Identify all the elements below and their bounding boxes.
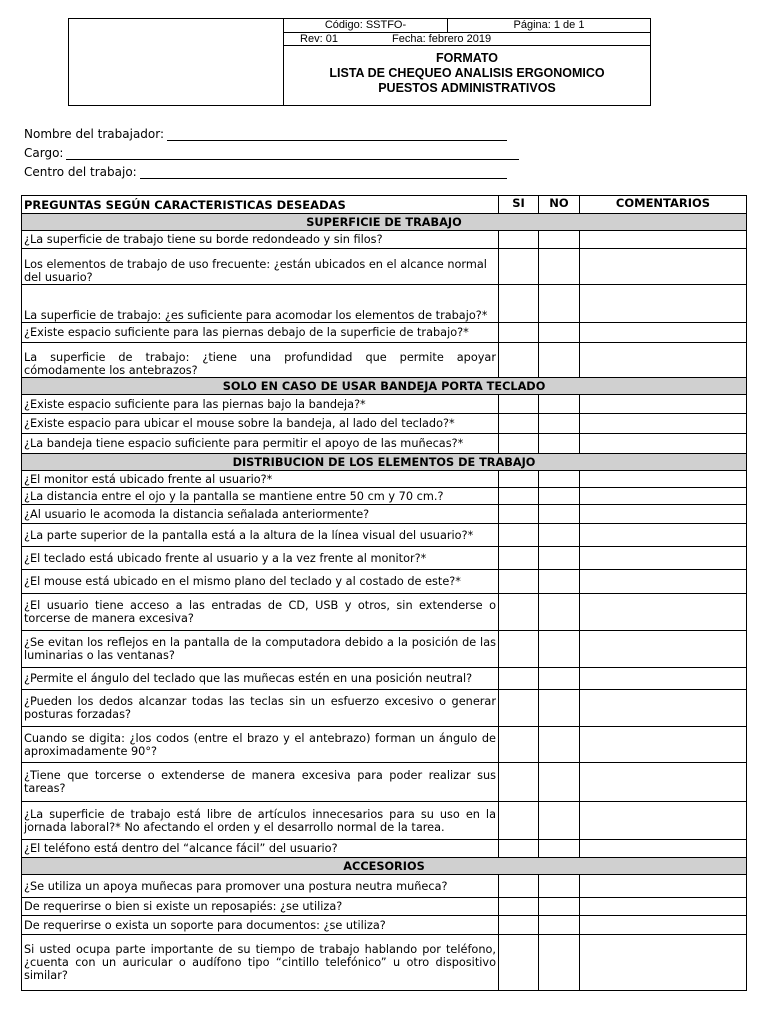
question-text: ¿Existe espacio suficiente para las piernas debajo de la superficie de trabajo?* bbox=[22, 323, 499, 343]
position-line[interactable] bbox=[66, 147, 519, 160]
table-row bbox=[22, 414, 747, 434]
si-cell[interactable] bbox=[499, 488, 539, 505]
no-cell[interactable] bbox=[539, 898, 580, 916]
work-center-line[interactable] bbox=[140, 166, 507, 179]
no-cell[interactable] bbox=[539, 414, 580, 434]
no-cell[interactable] bbox=[539, 594, 580, 631]
no-cell[interactable] bbox=[539, 249, 580, 285]
question-text: Si usted ocupa parte importante de su tiempo de trabajo hablando por teléfono, ¿cuenta con un auricular o audífono tipo “cintillo telefónico” u otro dispositivo similar? bbox=[22, 935, 499, 991]
comments-cell[interactable] bbox=[580, 414, 747, 434]
table-row bbox=[22, 935, 747, 991]
question-text: ¿Se evitan los reflejos en la pantalla de la computadora debido a la posición de las luminarias o las ventanas? bbox=[22, 631, 499, 668]
table-row bbox=[22, 594, 747, 631]
si-cell[interactable] bbox=[499, 231, 539, 249]
question-text: La superficie de trabajo: ¿es suficiente para acomodar los elementos de trabajo?* bbox=[22, 285, 499, 323]
question-text: ¿El usuario tiene acceso a las entradas de CD, USB y otros, sin extenderse o torcerse de manera excesiva? bbox=[22, 594, 499, 631]
header-comments: COMENTARIOS bbox=[580, 196, 747, 214]
question-text: ¿Se utiliza un apoya muñecas para promover una postura neutra muñeca? bbox=[22, 875, 499, 898]
document-code: Código: SSTFO- bbox=[284, 19, 448, 32]
comments-cell[interactable] bbox=[580, 231, 747, 249]
comments-cell[interactable] bbox=[580, 434, 747, 454]
question-text: Cuando se digita: ¿los codos (entre el brazo y el antebrazo) forman un ángulo de aproximadamente 90°? bbox=[22, 727, 499, 763]
page-number: Página: 1 de 1 bbox=[513, 19, 585, 31]
question-text: ¿El mouse está ubicado en el mismo plano del teclado y al costado de este?* bbox=[22, 570, 499, 594]
comments-cell[interactable] bbox=[580, 343, 747, 378]
no-cell[interactable] bbox=[539, 395, 580, 414]
worker-info-fields bbox=[24, 122, 524, 179]
si-cell[interactable] bbox=[499, 343, 539, 378]
comments-cell[interactable] bbox=[580, 285, 747, 323]
table-row bbox=[22, 488, 747, 505]
si-cell[interactable] bbox=[499, 668, 539, 690]
no-cell[interactable] bbox=[539, 763, 580, 802]
si-cell[interactable] bbox=[499, 840, 539, 858]
header-row-revision bbox=[284, 33, 650, 46]
work-center-field[interactable] bbox=[24, 160, 524, 179]
header-questions: PREGUNTAS SEGÚN CARACTERISTICAS DESEADAS bbox=[22, 196, 499, 214]
no-cell[interactable] bbox=[539, 690, 580, 727]
table-row bbox=[22, 285, 747, 323]
table-row bbox=[22, 505, 747, 524]
comments-cell[interactable] bbox=[580, 916, 747, 935]
table-row bbox=[22, 690, 747, 727]
comments-cell[interactable] bbox=[580, 898, 747, 916]
section-row bbox=[22, 858, 747, 875]
si-cell[interactable] bbox=[499, 323, 539, 343]
question-text: ¿Pueden los dedos alcanzar todas las teclas sin un esfuerzo excesivo o generar posturas forzadas? bbox=[22, 690, 499, 727]
si-cell[interactable] bbox=[499, 690, 539, 727]
question-text: De requerirse o exista un soporte para documentos: ¿se utiliza? bbox=[22, 916, 499, 935]
si-cell[interactable] bbox=[499, 471, 539, 488]
table-row bbox=[22, 898, 747, 916]
si-cell[interactable] bbox=[499, 395, 539, 414]
table-row bbox=[22, 763, 747, 802]
si-cell[interactable] bbox=[499, 802, 539, 840]
question-text: ¿El teléfono está dentro del “alcance fácil” del usuario? bbox=[22, 840, 499, 858]
si-cell[interactable] bbox=[499, 763, 539, 802]
question-text: ¿Tiene que torcerse o extenderse de manera excesiva para poder realizar sus tareas? bbox=[22, 763, 499, 802]
comments-cell[interactable] bbox=[580, 547, 747, 570]
no-cell[interactable] bbox=[539, 668, 580, 690]
comments-cell[interactable] bbox=[580, 524, 747, 547]
section-row bbox=[22, 214, 747, 231]
table-row bbox=[22, 434, 747, 454]
si-cell[interactable] bbox=[499, 524, 539, 547]
table-row bbox=[22, 524, 747, 547]
question-text: ¿El monitor está ubicado frente al usuario?* bbox=[22, 471, 499, 488]
table-row bbox=[22, 471, 747, 488]
no-cell[interactable] bbox=[539, 343, 580, 378]
work-center-label: Centro del trabajo: bbox=[24, 165, 137, 179]
question-text: ¿Existe espacio para ubicar el mouse sobre la bandeja, al lado del teclado?* bbox=[22, 414, 499, 434]
revision-date: Fecha: febrero 2019 bbox=[392, 33, 492, 45]
table-row bbox=[22, 840, 747, 858]
title-line-2: LISTA DE CHEQUEO ANALISIS ERGONOMICO bbox=[329, 66, 605, 80]
title-line-3: PUESTOS ADMINISTRATIVOS bbox=[378, 81, 556, 95]
header-row-code bbox=[284, 19, 650, 33]
si-cell[interactable] bbox=[499, 594, 539, 631]
si-cell[interactable] bbox=[499, 898, 539, 916]
comments-cell[interactable] bbox=[580, 668, 747, 690]
worker-name-field[interactable] bbox=[24, 122, 524, 141]
no-cell[interactable] bbox=[539, 802, 580, 840]
table-row bbox=[22, 323, 747, 343]
checklist-table bbox=[21, 195, 747, 991]
section-row bbox=[22, 378, 747, 395]
table-row bbox=[22, 802, 747, 840]
comments-cell[interactable] bbox=[580, 323, 747, 343]
table-row bbox=[22, 343, 747, 378]
logo-box bbox=[69, 19, 284, 105]
revision: Rev: 01 bbox=[300, 33, 338, 45]
comments-cell[interactable] bbox=[580, 935, 747, 991]
title-line-1: FORMATO bbox=[435, 51, 499, 65]
comments-cell[interactable] bbox=[580, 802, 747, 840]
table-row bbox=[22, 727, 747, 763]
no-cell[interactable] bbox=[539, 471, 580, 488]
question-text: ¿Al usuario le acomoda la distancia señalada anteriormente? bbox=[22, 505, 499, 524]
header-no: NO bbox=[539, 196, 580, 214]
comments-cell[interactable] bbox=[580, 395, 747, 414]
question-text: La superficie de trabajo: ¿tiene una profundidad que permite apoyar cómodamente los antebrazos? bbox=[22, 343, 499, 378]
no-cell[interactable] bbox=[539, 488, 580, 505]
question-text: ¿La parte superior de la pantalla está a la altura de la línea visual del usuario?* bbox=[22, 524, 499, 547]
si-cell[interactable] bbox=[499, 727, 539, 763]
question-text: ¿La superficie de trabajo está libre de artículos innecesarios para su uso en la jornada laboral?* No afectando el orden y el desarrollo normal de la tarea. bbox=[22, 802, 499, 840]
comments-cell[interactable] bbox=[580, 727, 747, 763]
position-label: Cargo: bbox=[24, 146, 64, 160]
comments-cell[interactable] bbox=[580, 631, 747, 668]
worker-name-label: Nombre del trabajador: bbox=[24, 127, 165, 141]
table-row bbox=[22, 547, 747, 570]
comments-cell[interactable] bbox=[580, 875, 747, 898]
worker-name-line[interactable] bbox=[167, 128, 507, 141]
table-row bbox=[22, 570, 747, 594]
document-title bbox=[284, 51, 650, 96]
no-cell[interactable] bbox=[539, 727, 580, 763]
no-cell[interactable] bbox=[539, 840, 580, 858]
comments-cell[interactable] bbox=[580, 471, 747, 488]
si-cell[interactable] bbox=[499, 414, 539, 434]
table-row bbox=[22, 875, 747, 898]
section-title: SOLO EN CASO DE USAR BANDEJA PORTA TECLADO bbox=[22, 378, 747, 395]
no-cell[interactable] bbox=[539, 231, 580, 249]
comments-cell[interactable] bbox=[580, 763, 747, 802]
comments-cell[interactable] bbox=[580, 570, 747, 594]
table-row bbox=[22, 668, 747, 690]
position-field[interactable] bbox=[24, 141, 524, 160]
si-cell[interactable] bbox=[499, 570, 539, 594]
no-cell[interactable] bbox=[539, 875, 580, 898]
table-row bbox=[22, 631, 747, 668]
table-row bbox=[22, 231, 747, 249]
table-row bbox=[22, 916, 747, 935]
comments-cell[interactable] bbox=[580, 840, 747, 858]
si-cell[interactable] bbox=[499, 875, 539, 898]
si-cell[interactable] bbox=[499, 631, 539, 668]
no-cell[interactable] bbox=[539, 323, 580, 343]
question-text: ¿La distancia entre el ojo y la pantalla se mantiene entre 50 cm y 70 cm.? bbox=[22, 488, 499, 505]
table-row bbox=[22, 395, 747, 414]
no-cell[interactable] bbox=[539, 570, 580, 594]
si-cell[interactable] bbox=[499, 547, 539, 570]
comments-cell[interactable] bbox=[580, 488, 747, 505]
section-title: DISTRIBUCION DE LOS ELEMENTOS DE TRABAJO bbox=[22, 454, 747, 471]
si-cell[interactable] bbox=[499, 249, 539, 285]
comments-cell[interactable] bbox=[580, 594, 747, 631]
section-row bbox=[22, 454, 747, 471]
si-cell[interactable] bbox=[499, 285, 539, 323]
no-cell[interactable] bbox=[539, 434, 580, 454]
section-title: ACCESORIOS bbox=[22, 858, 747, 875]
question-text: De requerirse o bien si existe un reposapiés: ¿se utiliza? bbox=[22, 898, 499, 916]
si-cell[interactable] bbox=[499, 505, 539, 524]
no-cell[interactable] bbox=[539, 935, 580, 991]
header-si: SI bbox=[499, 196, 539, 214]
comments-cell[interactable] bbox=[580, 505, 747, 524]
table-row bbox=[22, 249, 747, 285]
table-header-row bbox=[22, 196, 747, 214]
si-cell[interactable] bbox=[499, 916, 539, 935]
question-text: Los elementos de trabajo de uso frecuente: ¿están ubicados en el alcance normal del usuario? bbox=[22, 249, 499, 285]
question-text: ¿Permite el ángulo del teclado que las muñecas estén en una posición neutral? bbox=[22, 668, 499, 690]
si-cell[interactable] bbox=[499, 434, 539, 454]
question-text: ¿La superficie de trabajo tiene su borde redondeado y sin filos? bbox=[22, 231, 499, 249]
comments-cell[interactable] bbox=[580, 690, 747, 727]
section-title: SUPERFICIE DE TRABAJO bbox=[22, 214, 747, 231]
no-cell[interactable] bbox=[539, 631, 580, 668]
no-cell[interactable] bbox=[539, 524, 580, 547]
si-cell[interactable] bbox=[499, 935, 539, 991]
document-header bbox=[68, 18, 651, 106]
comments-cell[interactable] bbox=[580, 249, 747, 285]
no-cell[interactable] bbox=[539, 916, 580, 935]
question-text: ¿La bandeja tiene espacio suficiente para permitir el apoyo de las muñecas?* bbox=[22, 434, 499, 454]
question-text: ¿Existe espacio suficiente para las piernas bajo la bandeja?* bbox=[22, 395, 499, 414]
no-cell[interactable] bbox=[539, 547, 580, 570]
no-cell[interactable] bbox=[539, 285, 580, 323]
question-text: ¿El teclado está ubicado frente al usuario y a la vez frente al monitor?* bbox=[22, 547, 499, 570]
no-cell[interactable] bbox=[539, 505, 580, 524]
